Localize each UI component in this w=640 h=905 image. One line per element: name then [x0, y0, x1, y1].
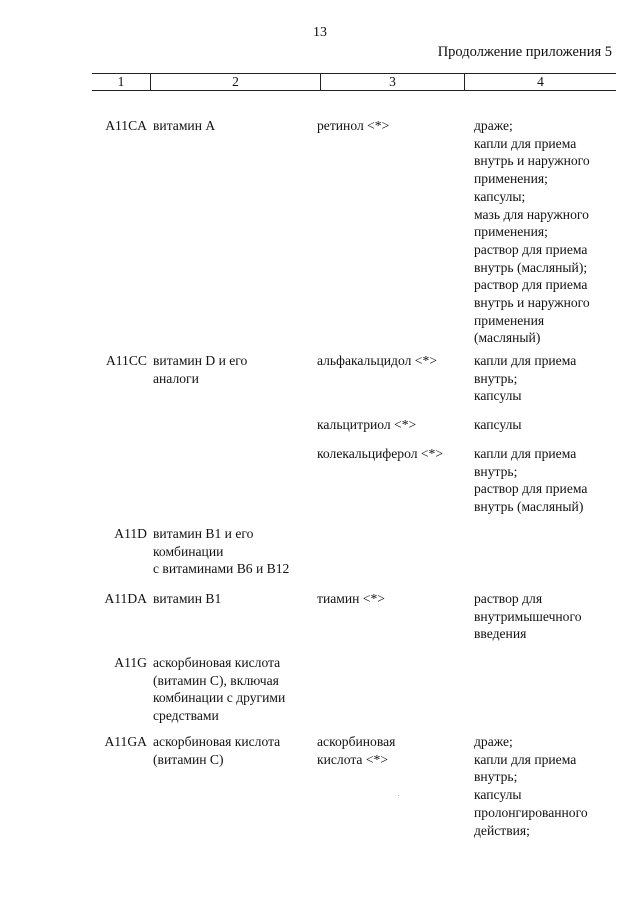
dosage-forms [474, 117, 624, 347]
atc-group-name-line: витамин B1 и его [153, 526, 254, 541]
atc-group-name-line: витамин D и его [153, 353, 248, 368]
substance-name [317, 352, 467, 370]
dosage-forms-line: пролонгированного [474, 804, 588, 820]
dosage-forms-line: (масляный) [474, 330, 541, 346]
substance-name [317, 445, 467, 463]
atc-group-name-line: витамин А [153, 118, 216, 133]
atc-code-line: A11DA [104, 591, 147, 606]
dosage-forms-line: драже; [474, 118, 513, 133]
dosage-forms-line: капли для приема [474, 353, 577, 368]
atc-group-name-line: (витамин С), включая [153, 672, 279, 688]
atc-code [92, 654, 147, 672]
atc-group-name-line: аналоги [153, 370, 199, 386]
atc-group-name [153, 117, 303, 135]
atc-group-name-line: (витамин С) [153, 751, 224, 767]
substance-name [317, 117, 467, 135]
atc-group-name-line: с витаминами B6 и B12 [153, 561, 290, 577]
substance-name-line: альфакальцидол <*> [317, 353, 437, 368]
dosage-forms-line: внутрь; [474, 370, 518, 386]
dosage-forms-line: раствор для приема [474, 481, 588, 497]
substance-name-line: колекальциферол <*> [317, 446, 444, 461]
dosage-forms-line: применения; [474, 224, 548, 240]
atc-group-name [153, 525, 303, 578]
atc-code-line: A11D [114, 526, 147, 541]
atc-group-name-line: аскорбиновая кислота [153, 655, 281, 670]
dosage-forms-line: применения [474, 312, 545, 328]
dosage-forms-line: мазь для наружного [474, 206, 589, 222]
substance-name-line: кальцитриол <*> [317, 417, 417, 432]
dosage-forms [474, 445, 624, 516]
atc-group-name-line: аскорбиновая кислота [153, 734, 281, 749]
atc-group-name-line: витамин B1 [153, 591, 222, 606]
header-col-4: 4 [464, 74, 616, 90]
atc-code-line: A11CA [105, 118, 147, 133]
atc-code-line: A11G [114, 655, 147, 670]
dosage-forms-line: капсулы [474, 417, 522, 432]
header-col-2: 2 [150, 74, 320, 90]
substance-name-line: кислота <*> [317, 751, 388, 767]
atc-group-name [153, 654, 303, 725]
substance-name [317, 416, 467, 434]
atc-code-line: A11CC [105, 353, 147, 368]
substance-name-line: ретинол <*> [317, 118, 390, 133]
dosage-forms-line: капсулы [474, 388, 522, 404]
atc-code [92, 352, 147, 370]
dosage-forms-line: введения [474, 626, 527, 642]
atc-code [92, 590, 147, 608]
atc-group-name-line: комбинации с другими [153, 690, 286, 706]
atc-group-name-line: комбинации [153, 543, 224, 559]
dosage-forms-line: внутрь; [474, 463, 518, 479]
atc-code-line: A11GA [104, 734, 147, 749]
substance-name-line: тиамин <*> [317, 591, 385, 606]
atc-group-name-line: средствами [153, 708, 219, 724]
substance-name [317, 733, 467, 768]
atc-code [92, 733, 147, 751]
scan-speck [398, 795, 399, 796]
substance-name-line: аскорбиновая [317, 734, 396, 749]
dosage-forms-line: внутрь (масляный); [474, 259, 588, 275]
header-col-1: 1 [117, 74, 125, 89]
atc-group-name [153, 590, 303, 608]
dosage-forms-line: капли для приема [474, 751, 577, 767]
dosage-forms [474, 352, 624, 405]
dosage-forms [474, 733, 624, 839]
dosage-forms-line: раствор для [474, 591, 543, 606]
dosage-forms-line: внутрь и наружного [474, 295, 590, 311]
dosage-forms-line: капсулы; [474, 188, 526, 204]
dosage-forms-line: внутрь (масляный) [474, 499, 584, 515]
dosage-forms-line: внутрь; [474, 769, 518, 785]
table-header [92, 73, 616, 91]
atc-code [92, 117, 147, 135]
dosage-forms-line: внутримышечного [474, 608, 582, 624]
atc-group-name [153, 352, 303, 387]
dosage-forms-line: действия; [474, 822, 530, 838]
dosage-forms-line: раствор для приема [474, 241, 588, 257]
substance-name [317, 590, 467, 608]
dosage-forms-line: капли для приема [474, 446, 577, 461]
dosage-forms [474, 590, 624, 643]
atc-code [92, 525, 147, 543]
atc-group-name [153, 733, 303, 768]
dosage-forms-line: драже; [474, 734, 513, 749]
header-col-3: 3 [320, 74, 464, 90]
appendix-continuation-label: Продолжение приложения 5 [437, 44, 612, 60]
dosage-forms-line: капли для приема [474, 135, 577, 151]
page-number: 13 [313, 25, 327, 40]
dosage-forms-line: применения; [474, 171, 548, 187]
dosage-forms-line: раствор для приема [474, 277, 588, 293]
dosage-forms [474, 416, 624, 434]
dosage-forms-line: капсулы [474, 787, 522, 803]
dosage-forms-line: внутрь и наружного [474, 153, 590, 169]
